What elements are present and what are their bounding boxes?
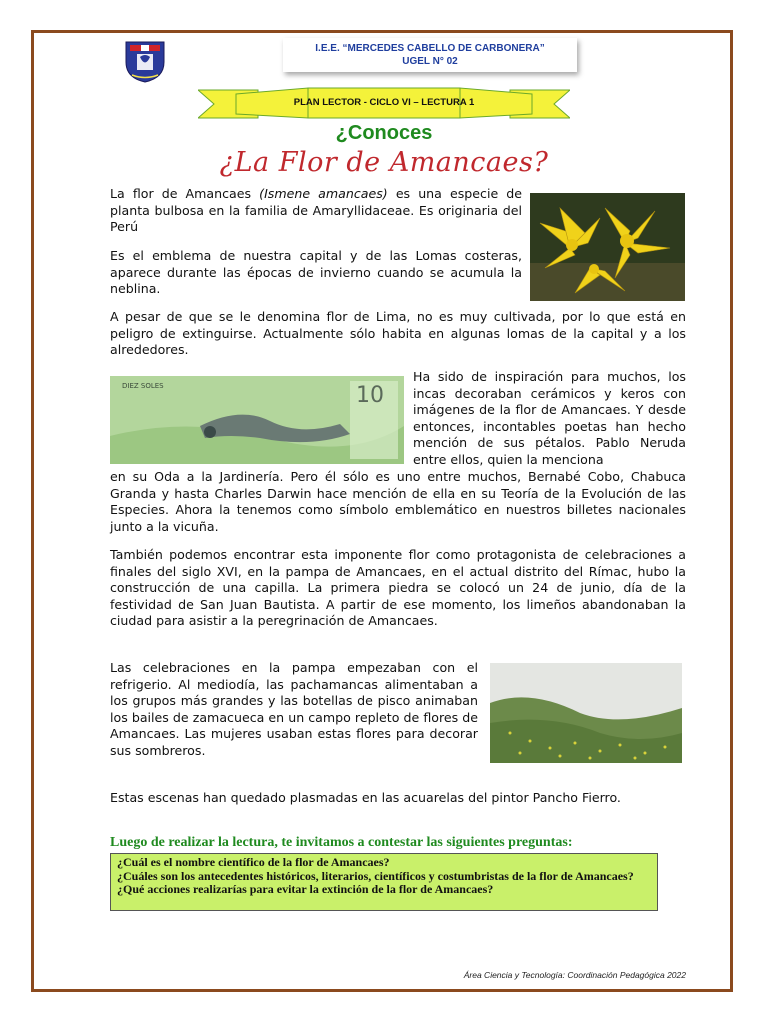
banknote-number: 10 — [356, 383, 384, 408]
title-question-line1: ¿Conoces — [335, 122, 433, 144]
school-name-box — [283, 38, 577, 72]
question-3: ¿Qué acciones realizarías para evitar la extinción de la flor de Amancaes? — [117, 882, 494, 896]
reading-plan-label: PLAN LECTOR - CICLO VI – LECTURA 1 — [293, 97, 475, 108]
paragraph-2: Es el emblema de nuestra capital y de las Lomas costeras, aparece durante las épocas de invierno cuando se acumula la neblina. — [110, 248, 522, 297]
title-question-line2: ¿La Flor de Amancaes? — [219, 147, 549, 178]
paragraph-6: Las celebraciones en la pampa empezaban con el refrigerio. Al mediodía, las pachamancas alimentaban a los grupos más grandes y las botellas de pisco animaban los bailes de zamacueca en un campo repleto de flores de Amancaes. Las mujeres usaban estas flores para decorar sus sombreros. — [110, 660, 478, 758]
amancaes-flower-photo — [530, 193, 685, 301]
question-2: ¿Cuáles son los antecedentes históricos, literarios, científicos y costumbristas de la flor de Amancaes? — [117, 868, 634, 883]
footer-credit: Área Ciencia y Tecnología: Coordinación Pedagógica 2022 — [463, 970, 686, 980]
ten-soles-banknote-photo — [110, 376, 404, 464]
school-crest-logo — [122, 38, 168, 84]
school-name: I.E.E. “MERCEDES CABELLO DE CARBONERA” — [315, 43, 545, 54]
paragraph-1-text-end: es una especie de planta bulbosa en la familia de Amaryllidaceae. Es originaria del Perú — [110, 186, 523, 235]
amancaes-field-photo — [490, 663, 682, 763]
paragraph-1-text: La flor de Amancaes — [110, 186, 260, 201]
paragraph-7: Estas escenas han quedado plasmadas en las acuarelas del pintor Pancho Fierro. — [110, 790, 621, 805]
paragraph-1 — [110, 186, 522, 236]
question-1: ¿Cuál es el nombre científico de la flor de Amancaes? — [117, 855, 390, 869]
questions-intro: Luego de realizar la lectura, te invitamos a contestar las siguientes preguntas: — [110, 835, 573, 850]
paragraph-4-bottom: en su Oda a la Jardinería. Pero él sólo es uno entre muchos, Bernabé Cobo, Chabuca Granda y hasta Charles Darwin hace mención de ella en su Teoría de la Evolución de las Especies. Ahora la tenemos como símbolo emblemático en nuestros billetes nacionales junto a la vicuña. — [110, 469, 686, 534]
ugel-number: UGEL N° 02 — [402, 56, 458, 67]
paragraph-4-top: Ha sido de inspiración para muchos, los incas decoraban cerámicos y keros con imágenes de la flor de Amancaes. Y desde entonces, incontables poetas han hecho mención de sus pétalos. Pablo Neruda entre ellos, quien la menciona — [413, 369, 686, 467]
scientific-name: (Ismene amancaes) — [259, 186, 388, 201]
paragraph-3: A pesar de que se le denomina flor de Lima, no es muy cultivada, por lo que está en peligro de extinguirse. Actualmente sólo habita en algunas lomas de la capital y a los alrededores. — [110, 309, 686, 358]
paragraph-5: También podemos encontrar esta imponente flor como protagonista de celebraciones a finales del siglo XVI, en la pampa de Amancaes, en el actual distrito del Rímac, hubo la construcción de una capilla. La primera piedra se colocó un 24 de junio, día de la festividad de San Juan Bautista. A partir de ese momento, los limeños abandonaban la ciudad para asistir a la peregrinación de Amancaes. — [110, 547, 686, 629]
questions-box — [110, 853, 658, 911]
banknote-label: DIEZ SOLES — [122, 382, 164, 390]
